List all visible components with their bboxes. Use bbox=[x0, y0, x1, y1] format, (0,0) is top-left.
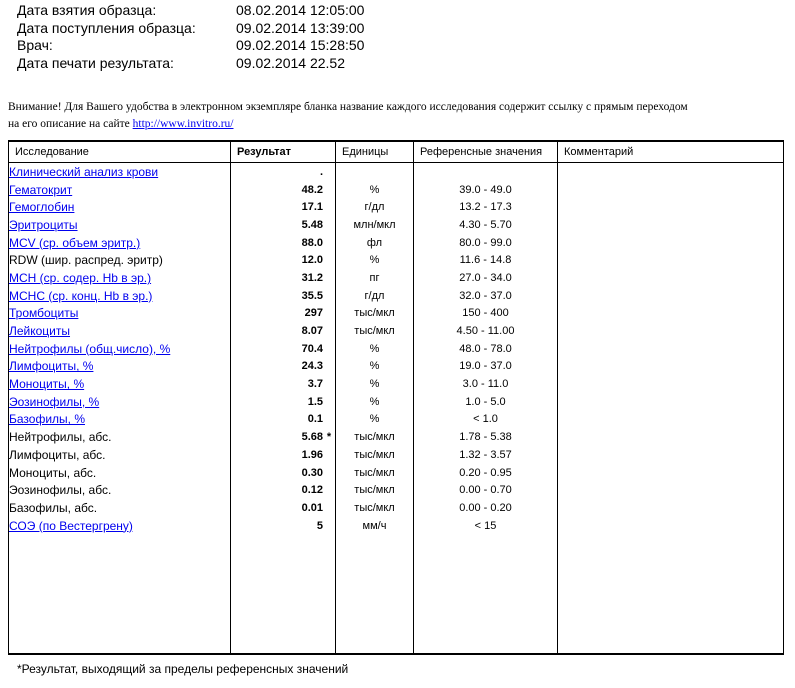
result-cell bbox=[231, 269, 336, 287]
result-cell bbox=[231, 287, 336, 305]
reference-cell: 150 - 400 bbox=[414, 305, 558, 323]
units-cell: тыс/мкл bbox=[336, 481, 414, 499]
study-name-cell[interactable] bbox=[9, 163, 231, 181]
study-name-cell[interactable] bbox=[9, 375, 231, 393]
units-cell: % bbox=[336, 181, 414, 199]
study-link[interactable]: Тромбоциты bbox=[9, 306, 79, 321]
comment-cell bbox=[558, 446, 784, 464]
table-row bbox=[9, 322, 784, 340]
table-row bbox=[9, 411, 784, 429]
result-cell bbox=[231, 234, 336, 252]
empty-cell bbox=[558, 534, 784, 654]
sample-meta bbox=[17, 2, 364, 72]
notice-line-1: Внимание! Для Вашего удобства в электронном экземпляре бланка название каждого исследования содержит ссылку с прямым переходом bbox=[8, 101, 688, 113]
table-row bbox=[9, 464, 784, 482]
result-value: 31.2 bbox=[301, 271, 323, 284]
meta-row bbox=[17, 2, 364, 20]
table-row bbox=[9, 181, 784, 199]
comment-cell bbox=[558, 464, 784, 482]
meta-label: Врач: bbox=[17, 37, 53, 53]
table-row bbox=[9, 340, 784, 358]
reference-cell: 48.0 - 78.0 bbox=[414, 340, 558, 358]
units-cell: пг bbox=[336, 269, 414, 287]
units-cell: фл bbox=[336, 234, 414, 252]
reference-cell: 0.20 - 0.95 bbox=[414, 464, 558, 482]
result-value: 0.30 bbox=[301, 466, 323, 479]
units-cell: % bbox=[336, 411, 414, 429]
units-cell: % bbox=[336, 340, 414, 358]
table-row bbox=[9, 305, 784, 323]
study-link[interactable]: Базофилы, % bbox=[9, 412, 85, 427]
meta-value: 08.02.2014 12:05:00 bbox=[236, 2, 365, 18]
units-cell: % bbox=[336, 393, 414, 411]
study-link[interactable]: Нейтрофилы (общ.число), % bbox=[9, 341, 171, 356]
study-name-cell[interactable] bbox=[9, 358, 231, 376]
empty-cell bbox=[336, 534, 414, 654]
meta-value: 09.02.2014 22.52 bbox=[236, 54, 345, 71]
result-cell bbox=[231, 499, 336, 517]
table-row bbox=[9, 216, 784, 234]
study-name-cell[interactable] bbox=[9, 181, 231, 199]
result-cell bbox=[231, 481, 336, 499]
reference-cell: 0.00 - 0.70 bbox=[414, 481, 558, 499]
study-name-cell[interactable] bbox=[9, 269, 231, 287]
result-value: 17.1 bbox=[301, 201, 323, 214]
units-cell: тыс/мкл bbox=[336, 428, 414, 446]
study-name-cell[interactable] bbox=[9, 234, 231, 252]
header-units: Единицы bbox=[336, 141, 414, 163]
result-value: 3.7 bbox=[307, 378, 323, 391]
result-cell bbox=[231, 446, 336, 464]
result-value: 24.3 bbox=[301, 360, 323, 373]
table-row bbox=[9, 446, 784, 464]
table-row bbox=[9, 517, 784, 535]
study-link[interactable]: Моноциты, % bbox=[9, 377, 85, 392]
meta-row bbox=[17, 55, 364, 73]
units-cell: тыс/мкл bbox=[336, 499, 414, 517]
comment-cell bbox=[558, 340, 784, 358]
result-value: 5 bbox=[316, 519, 323, 532]
study-link[interactable]: Гемоглобин bbox=[9, 200, 75, 215]
table-row bbox=[9, 198, 784, 216]
units-cell: тыс/мкл bbox=[336, 305, 414, 323]
result-cell bbox=[231, 216, 336, 234]
comment-cell bbox=[558, 181, 784, 199]
reference-cell: 3.0 - 11.0 bbox=[414, 375, 558, 393]
result-cell bbox=[231, 517, 336, 535]
units-cell: % bbox=[336, 358, 414, 376]
result-cell bbox=[231, 358, 336, 376]
table-row bbox=[9, 163, 784, 181]
results-table bbox=[8, 140, 784, 655]
table-row bbox=[9, 269, 784, 287]
table-row bbox=[9, 428, 784, 446]
result-cell bbox=[231, 428, 336, 446]
study-name-cell: Эозинофилы, абс. bbox=[9, 481, 231, 499]
result-value: 88.0 bbox=[301, 236, 323, 249]
table-row bbox=[9, 234, 784, 252]
study-link[interactable]: MCV (ср. объем эритр.) bbox=[9, 235, 141, 250]
comment-cell bbox=[558, 163, 784, 181]
comment-cell bbox=[558, 375, 784, 393]
reference-cell: 32.0 - 37.0 bbox=[414, 287, 558, 305]
study-link[interactable]: MCH (ср. содер. Hb в эр.) bbox=[9, 270, 152, 285]
comment-cell bbox=[558, 499, 784, 517]
out-of-range-flag: * bbox=[326, 431, 332, 444]
table-row bbox=[9, 251, 784, 269]
study-link[interactable]: Лейкоциты bbox=[9, 324, 71, 339]
comment-cell bbox=[558, 216, 784, 234]
reference-cell: < 15 bbox=[414, 517, 558, 535]
units-cell bbox=[336, 163, 414, 181]
empty-cell bbox=[414, 534, 558, 654]
result-value: 0.01 bbox=[301, 501, 323, 514]
study-name-cell[interactable] bbox=[9, 340, 231, 358]
result-value: 70.4 bbox=[301, 342, 323, 355]
result-cell bbox=[231, 305, 336, 323]
study-name-cell[interactable] bbox=[9, 393, 231, 411]
comment-cell bbox=[558, 251, 784, 269]
comment-cell bbox=[558, 305, 784, 323]
reference-cell: 1.0 - 5.0 bbox=[414, 393, 558, 411]
study-name-cell: RDW (шир. распред. эритр) bbox=[9, 251, 231, 269]
table-row bbox=[9, 393, 784, 411]
study-name-cell[interactable] bbox=[9, 322, 231, 340]
units-cell: мм/ч bbox=[336, 517, 414, 535]
footnote: *Результат, выходящий за пределы референсных значений bbox=[17, 662, 349, 676]
table-row bbox=[9, 287, 784, 305]
study-link[interactable]: Эритроциты bbox=[9, 217, 78, 232]
table-row bbox=[9, 481, 784, 499]
comment-cell bbox=[558, 234, 784, 252]
meta-value: 09.02.2014 13:39:00 bbox=[236, 19, 365, 36]
study-name-cell: Лимфоциты, абс. bbox=[9, 446, 231, 464]
invitro-link[interactable]: http://www.invitro.ru/ bbox=[132, 118, 234, 130]
meta-row bbox=[17, 20, 364, 38]
meta-value: 09.02.2014 15:28:50 bbox=[236, 37, 365, 53]
result-value: 48.2 bbox=[301, 183, 323, 196]
study-name-cell: Нейтрофилы, абс. bbox=[9, 428, 231, 446]
study-link[interactable]: MCHC (ср. конц. Hb в эр.) bbox=[9, 288, 153, 303]
reference-cell: 39.0 - 49.0 bbox=[414, 181, 558, 199]
reference-cell: 4.50 - 11.00 bbox=[414, 322, 558, 340]
result-value: 297 bbox=[304, 307, 323, 320]
result-cell bbox=[231, 375, 336, 393]
result-cell bbox=[231, 464, 336, 482]
comment-cell bbox=[558, 322, 784, 340]
study-name-cell: Базофилы, абс. bbox=[9, 499, 231, 517]
reference-cell: < 1.0 bbox=[414, 411, 558, 429]
result-cell bbox=[231, 411, 336, 429]
study-name-cell[interactable] bbox=[9, 305, 231, 323]
result-value: 5.68 bbox=[301, 431, 323, 444]
study-name-cell[interactable] bbox=[9, 517, 231, 535]
units-cell: % bbox=[336, 251, 414, 269]
reference-cell: 1.78 - 5.38 bbox=[414, 428, 558, 446]
result-value: 0.1 bbox=[307, 413, 323, 426]
result-value: 5.48 bbox=[301, 218, 323, 231]
comment-cell bbox=[558, 358, 784, 376]
comment-cell bbox=[558, 411, 784, 429]
study-name-cell[interactable] bbox=[9, 287, 231, 305]
study-name-cell[interactable] bbox=[9, 216, 231, 234]
result-cell bbox=[231, 181, 336, 199]
study-name-cell[interactable] bbox=[9, 198, 231, 216]
empty-cell bbox=[9, 534, 231, 654]
comment-cell bbox=[558, 393, 784, 411]
study-link[interactable]: Клинический анализ крови bbox=[9, 164, 159, 179]
units-cell: % bbox=[336, 375, 414, 393]
reference-cell: 11.6 - 14.8 bbox=[414, 251, 558, 269]
result-cell bbox=[231, 393, 336, 411]
reference-cell: 80.0 - 99.0 bbox=[414, 234, 558, 252]
notice-line-2 bbox=[8, 116, 788, 133]
comment-cell bbox=[558, 517, 784, 535]
table-row bbox=[9, 358, 784, 376]
result-value: 0.12 bbox=[301, 484, 323, 497]
header-result: Результат bbox=[231, 141, 336, 163]
comment-cell bbox=[558, 269, 784, 287]
study-link[interactable]: Лимфоциты, % bbox=[9, 359, 94, 374]
reference-cell: 27.0 - 34.0 bbox=[414, 269, 558, 287]
reference-cell: 19.0 - 37.0 bbox=[414, 358, 558, 376]
meta-label: Дата поступления образца: bbox=[17, 19, 196, 36]
units-cell: млн/мкл bbox=[336, 216, 414, 234]
notice bbox=[8, 99, 788, 133]
result-value: 1.96 bbox=[301, 448, 323, 461]
result-cell bbox=[231, 198, 336, 216]
study-link[interactable]: Эозинофилы, % bbox=[9, 394, 100, 409]
result-value: . bbox=[319, 165, 323, 178]
result-cell bbox=[231, 340, 336, 358]
result-value: 12.0 bbox=[301, 254, 323, 267]
study-link[interactable]: СОЭ (по Вестергрену) bbox=[9, 518, 133, 533]
empty-cell bbox=[231, 534, 336, 654]
reference-cell bbox=[414, 163, 558, 181]
result-value: 1.5 bbox=[307, 395, 323, 408]
table-header-row bbox=[9, 141, 784, 163]
result-value: 35.5 bbox=[301, 289, 323, 302]
units-cell: тыс/мкл bbox=[336, 464, 414, 482]
meta-label: Дата взятия образца: bbox=[17, 2, 157, 18]
reference-cell: 4.30 - 5.70 bbox=[414, 216, 558, 234]
notice-line-2-text: на его описание на сайте bbox=[8, 118, 133, 130]
table-row bbox=[9, 375, 784, 393]
header-reference: Референсные значения bbox=[414, 141, 558, 163]
result-cell bbox=[231, 322, 336, 340]
units-cell: г/дл bbox=[336, 287, 414, 305]
study-link[interactable]: Гематокрит bbox=[9, 182, 73, 197]
table-spacer-row bbox=[9, 534, 784, 654]
study-name-cell[interactable] bbox=[9, 411, 231, 429]
result-cell bbox=[231, 251, 336, 269]
header-comment: Комментарий bbox=[558, 141, 784, 163]
units-cell: тыс/мкл bbox=[336, 446, 414, 464]
meta-row bbox=[17, 37, 364, 55]
meta-label: Дата печати результата: bbox=[17, 54, 174, 71]
comment-cell bbox=[558, 287, 784, 305]
reference-cell: 13.2 - 17.3 bbox=[414, 198, 558, 216]
units-cell: г/дл bbox=[336, 198, 414, 216]
comment-cell bbox=[558, 198, 784, 216]
units-cell: тыс/мкл bbox=[336, 322, 414, 340]
reference-cell: 1.32 - 3.57 bbox=[414, 446, 558, 464]
table-row bbox=[9, 499, 784, 517]
study-name-cell: Моноциты, абс. bbox=[9, 464, 231, 482]
result-cell bbox=[231, 163, 336, 181]
comment-cell bbox=[558, 428, 784, 446]
reference-cell: 0.00 - 0.20 bbox=[414, 499, 558, 517]
header-study: Исследование bbox=[9, 141, 231, 163]
comment-cell bbox=[558, 481, 784, 499]
result-value: 8.07 bbox=[301, 325, 323, 338]
